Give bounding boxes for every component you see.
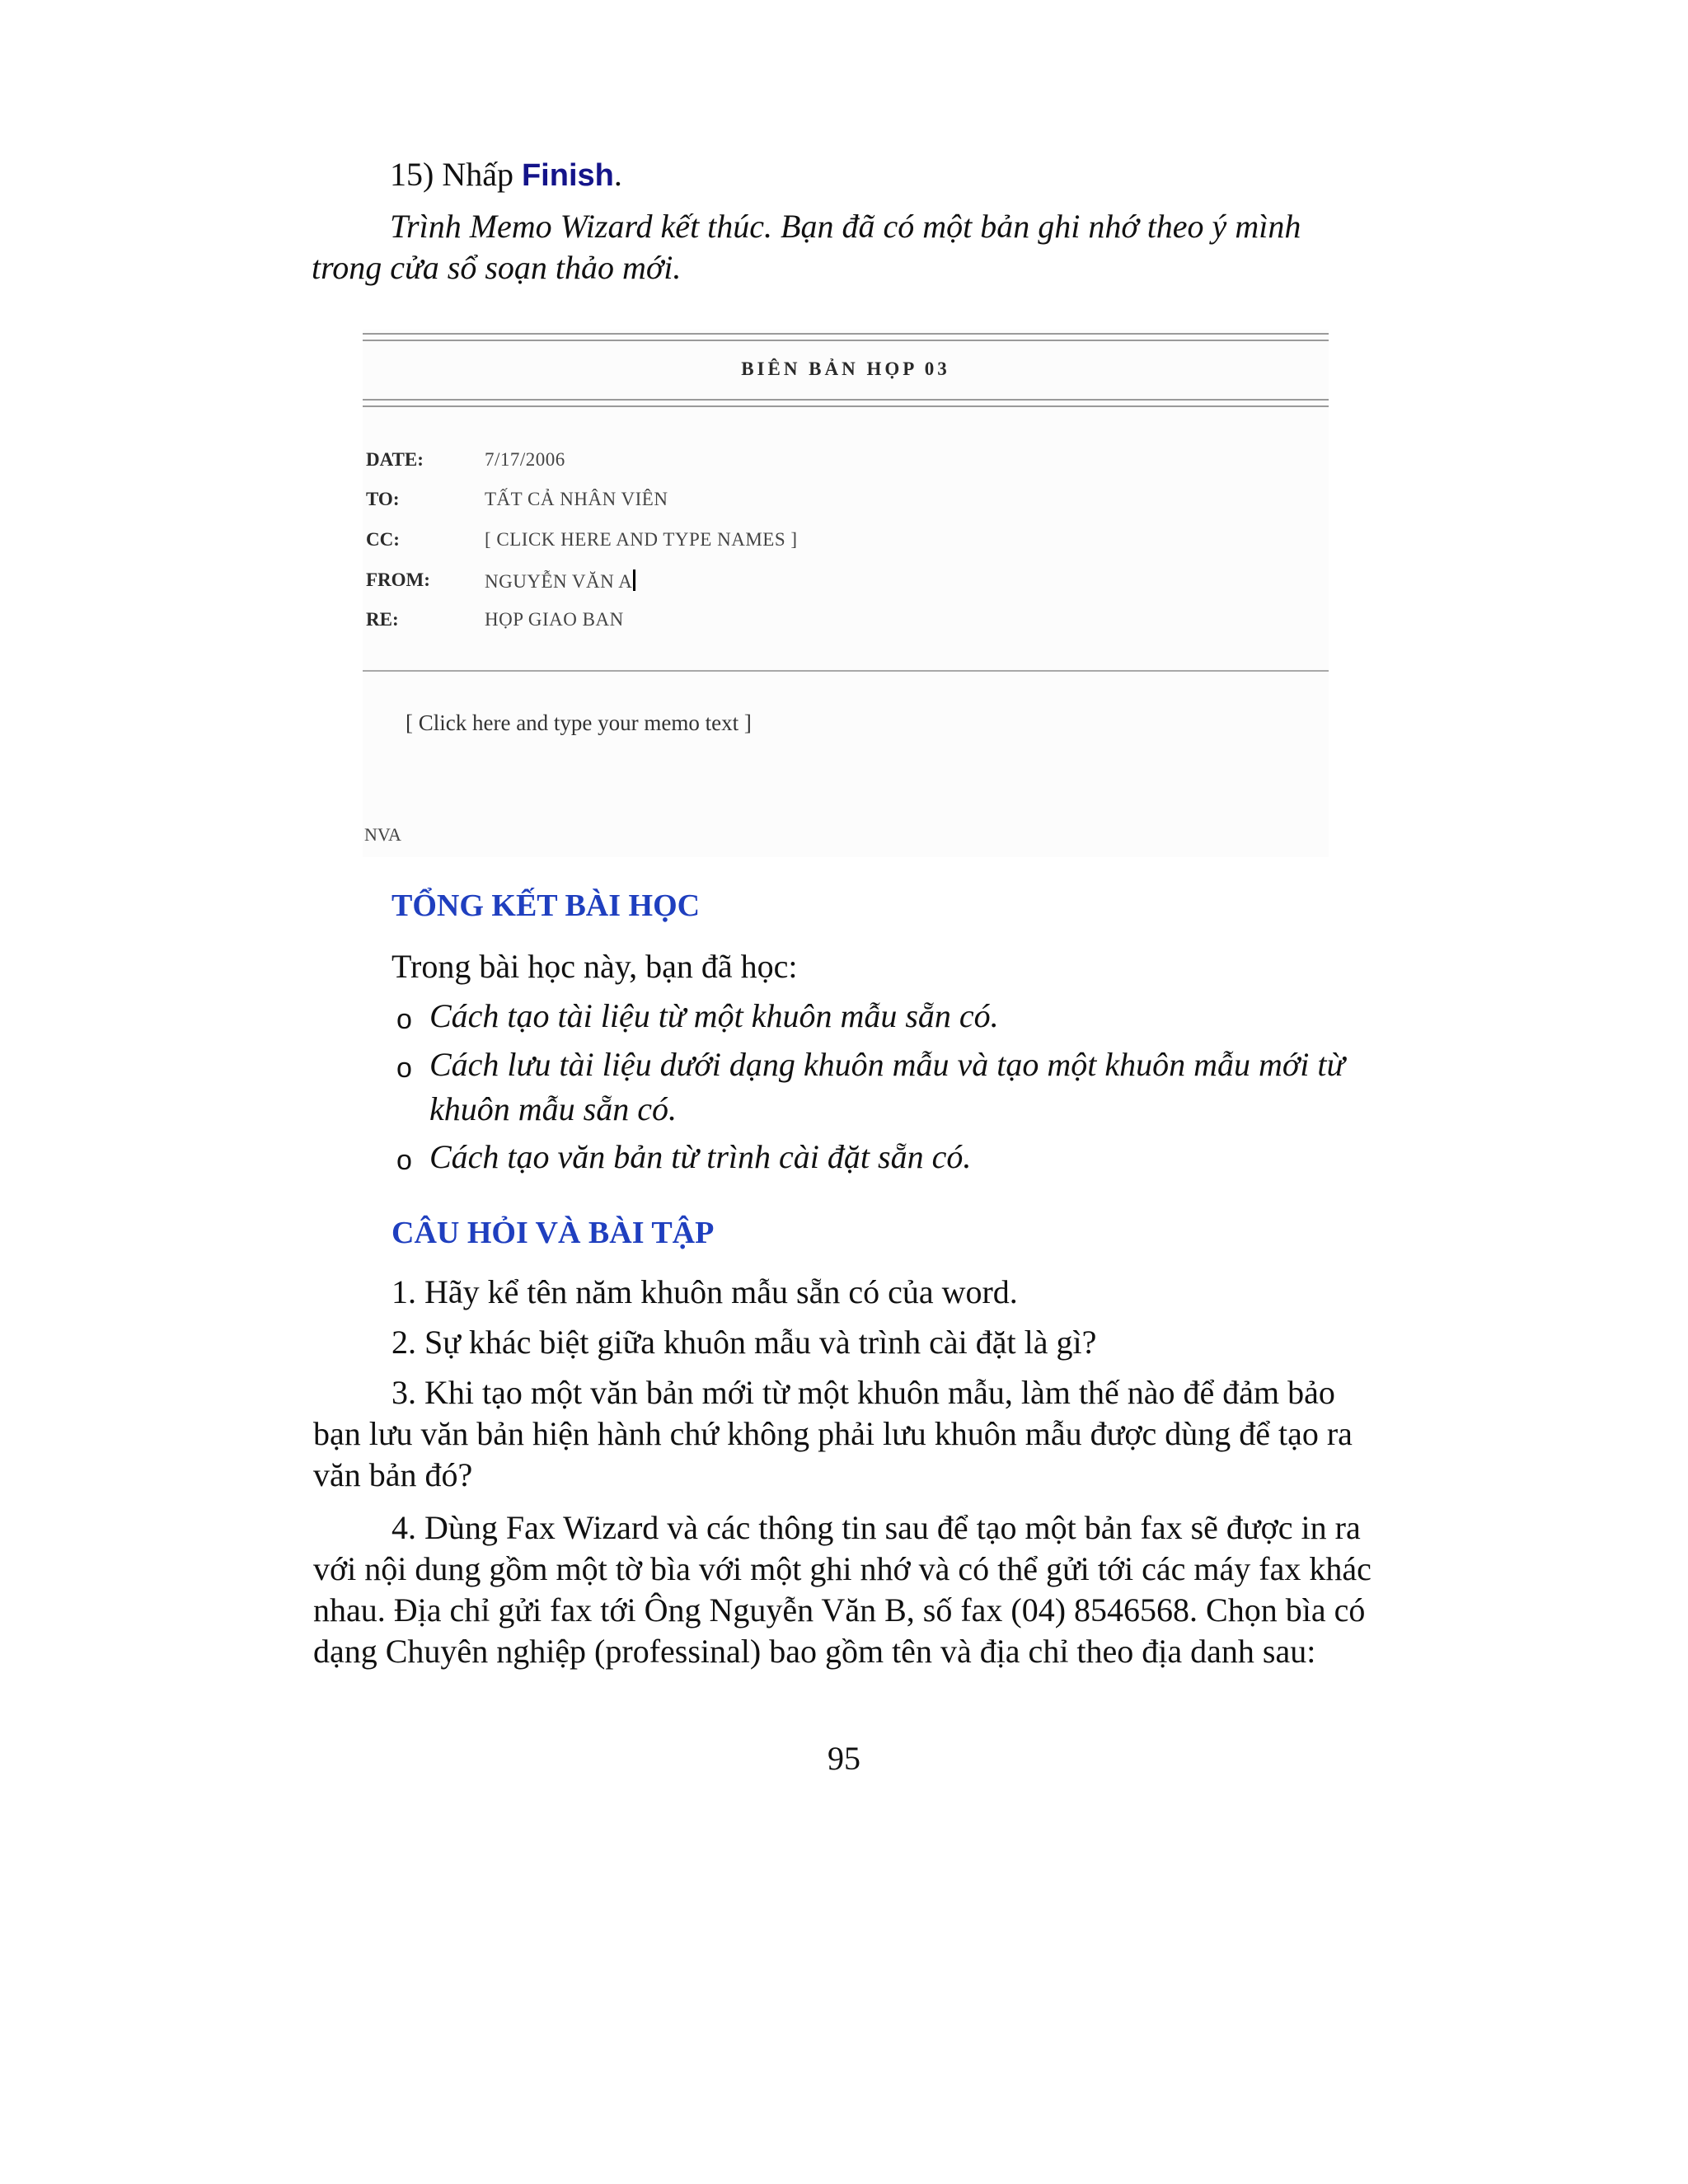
summary-item — [0, 995, 1688, 1038]
memo-top-rule — [363, 333, 1329, 341]
step-15-prefix: 15) Nhấp — [390, 156, 522, 193]
memo-value-date: 7/17/2006 — [485, 449, 565, 470]
question-3-line2: bạn lưu văn bản hiện hành chứ không phải lưu khuôn mẫu được dùng để tạo ra — [313, 1415, 1353, 1452]
page-number: 95 — [828, 1740, 860, 1777]
summary-intro: Trong bài học này, bạn đã học: — [392, 948, 798, 985]
question-4-line2: với nội dung gồm một tờ bìa với một ghi nhớ và có thể gửi tới các máy fax khác — [313, 1550, 1372, 1587]
memo-label-to: TO: — [366, 489, 400, 509]
summary-item-text: Cách tạo tài liệu từ một khuôn mẫu sẵn có. — [429, 997, 999, 1034]
bullet-marker: o — [396, 1004, 412, 1035]
question-2: 2. Sự khác biệt giữa khuôn mẫu và trình cài đặt là gì? — [392, 1324, 1097, 1361]
memo-from-text: NGUYỄN VĂN A — [485, 571, 633, 592]
memo-divider — [363, 670, 1329, 672]
memo-label-from: FROM: — [366, 569, 430, 590]
text-cursor — [633, 569, 635, 591]
memo-body-placeholder[interactable]: [ Click here and type your memo text ] — [406, 710, 752, 735]
summary-item-text-cont: khuôn mẫu sẵn có. — [429, 1090, 677, 1127]
bullet-marker: o — [396, 1052, 412, 1084]
question-4-line1: 4. Dùng Fax Wizard và các thông tin sau để tạo một bản fax sẽ được in ra — [392, 1509, 1361, 1546]
memo-label-re: RE: — [366, 609, 399, 630]
questions-heading: CÂU HỎI VÀ BÀI TẬP — [392, 1216, 715, 1250]
step-15-note-line2: trong cửa sổ soạn thảo mới. — [312, 249, 682, 286]
summary-heading: TỔNG KẾT BÀI HỌC — [392, 888, 701, 923]
memo-initials: NVA — [364, 824, 401, 845]
memo-value-to: TẤT CẢ NHÂN VIÊN — [485, 489, 668, 509]
finish-keyword: Finish — [521, 158, 614, 193]
memo-value-re: HỌP GIAO BAN — [485, 609, 624, 630]
memo-value-from[interactable] — [485, 569, 635, 593]
question-1: 1. Hãy kể tên năm khuôn mẫu sẵn có của word. — [392, 1273, 1018, 1310]
memo-title: BIÊN BẢN HỌP 03 — [741, 359, 950, 379]
memo-label-cc: CC: — [366, 529, 400, 550]
question-3-line1: 3. Khi tạo một văn bản mới từ một khuôn mẫu, làm thế nào để đảm bảo — [392, 1374, 1335, 1411]
memo-value-cc[interactable]: [ CLICK HERE AND TYPE NAMES ] — [485, 529, 798, 550]
step-15 — [390, 155, 622, 194]
memo-title-rule — [363, 399, 1329, 407]
summary-item — [0, 1136, 1688, 1179]
step-15-note-line1: Trình Memo Wizard kết thúc. Bạn đã có một bản ghi nhớ theo ý mình — [390, 208, 1301, 245]
question-4-line3: nhau. Địa chỉ gửi fax tới Ông Nguyễn Văn B, số fax (04) 8546568. Chọn bìa có — [313, 1591, 1366, 1629]
summary-item-text: Cách lưu tài liệu dưới dạng khuôn mẫu và tạo một khuôn mẫu mới từ — [429, 1046, 1345, 1083]
summary-item-text: Cách tạo văn bản từ trình cài đặt sẵn có. — [429, 1138, 972, 1175]
memo-label-date: DATE: — [366, 449, 424, 470]
summary-item — [0, 1043, 1688, 1134]
step-15-suffix: . — [613, 156, 622, 193]
question-3-line3: văn bản đó? — [313, 1456, 473, 1493]
bullet-marker: o — [396, 1145, 412, 1176]
question-4-line4: dạng Chuyên nghiệp (professinal) bao gồm tên và địa chỉ theo địa danh sau: — [313, 1633, 1316, 1670]
memo-screenshot — [363, 330, 1329, 857]
